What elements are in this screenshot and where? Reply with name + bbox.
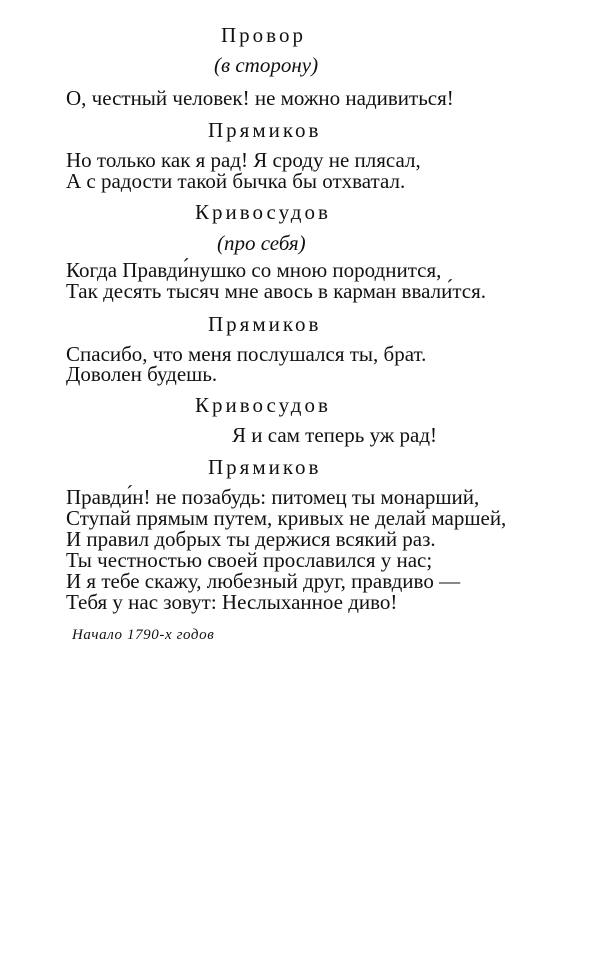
verse-line: И я тебе скажу, любезный друг, правдиво —: [66, 569, 461, 593]
verse-line: Но только как я рад! Я сроду не плясал,: [66, 148, 421, 172]
verse-line: И правил добрых ты держися всякий раз.: [66, 527, 436, 551]
speaker-name: Кривосудов: [195, 393, 331, 417]
verse-line: Ты честностью своей прославился у нас;: [66, 548, 433, 572]
stage-direction: (про себя): [217, 231, 306, 255]
verse-line: Правди́н! не позабудь: питомец ты монарший,: [66, 485, 480, 509]
speaker-name: Кривосудов: [195, 200, 331, 224]
verse-line: Ступай прямым путем, кривых не делай маршей,: [66, 506, 507, 530]
speaker-name: Провор: [221, 23, 306, 47]
speaker-name: Прямиков: [208, 455, 322, 479]
verse-line: Тебя у нас зовут: Неслыханное диво!: [66, 590, 398, 614]
verse-line: Доволен будешь.: [66, 362, 218, 386]
verse-line: Так десять тысяч мне авось в карман ввали́тся.: [66, 279, 486, 303]
verse-line: Я и сам теперь уж рад!: [232, 423, 438, 447]
date-note: Начало 1790-х годов: [72, 627, 215, 643]
speaker-name: Прямиков: [208, 312, 322, 336]
verse-line: О, честный человек! не можно надивиться!: [66, 86, 454, 110]
verse-line: Когда Правди́нушко со мною породнится,: [66, 258, 442, 282]
speaker-name: Прямиков: [208, 118, 322, 142]
stage-direction: (в сторону): [214, 53, 319, 77]
verse-line: Спасибо, что меня послушался ты, брат.: [66, 342, 427, 366]
verse-line: А с радости такой бычка бы отхватал.: [66, 169, 406, 193]
